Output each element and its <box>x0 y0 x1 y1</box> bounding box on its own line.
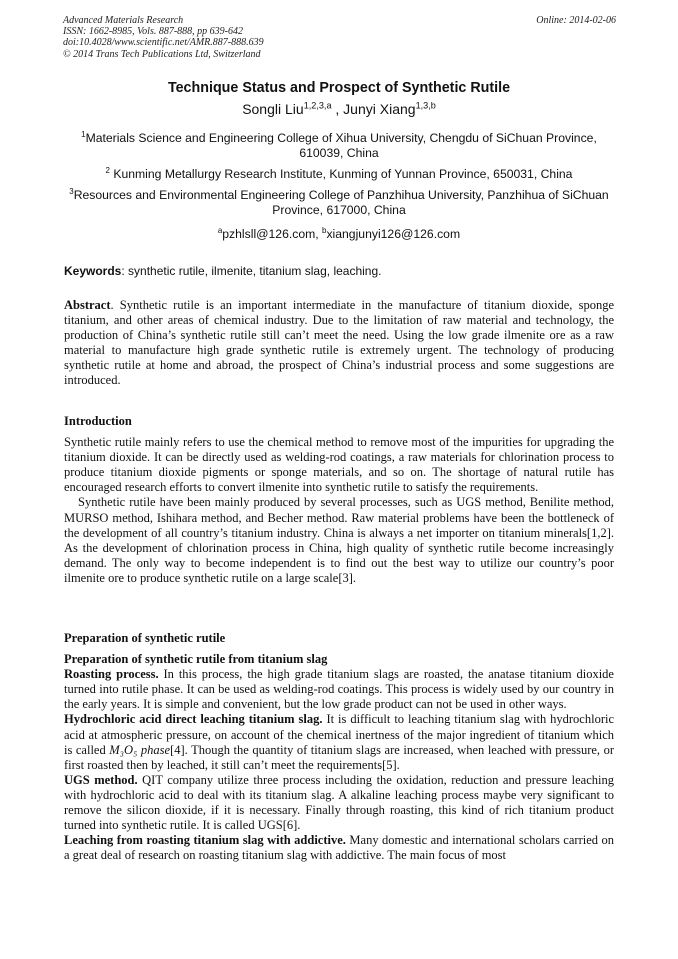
subsection-heading: Preparation of synthetic rutile from titanium slag <box>64 652 328 667</box>
section-heading: Preparation of synthetic rutile <box>64 631 226 645</box>
author-affiliation-mark: 1,2,3,a <box>303 100 332 111</box>
email-mark: b <box>322 225 327 235</box>
paragraph-text: QIT company utilize three process including the oxidation, reduction and pressure leaching with hydrochloric acid to deal with its titanium slag. A alkaline leaching process maybe very significant to remove the silicon dioxide, if it is necessary. Finally through roasting, this kind of rich titanium product turned into synthetic rutile. It is called UGS[6]. <box>64 772 614 833</box>
journal-header <box>63 15 264 60</box>
paragraph-text: [4]. Though the quantity of titanium slags are increased, when leached with pressure, or first roasted then by leached, it still can’t meet the requirements[5]. <box>64 742 615 772</box>
affiliation-3 <box>64 188 614 218</box>
run-in-heading: Roasting process. <box>64 667 159 682</box>
email-line <box>64 227 614 242</box>
keywords-text: : synthetic rutile, ilmenite, titanium slag, leaching. <box>121 264 382 278</box>
section-heading: Introduction <box>64 414 132 428</box>
paragraph-text: In this process, the high grade titanium slags are roasted, the anatase titanium dioxide turned into rutile phase. It can be used as welding-rod coatings. This process is widely used by our country in the early years. It is simple and convenient, but the low grade product can not be used in other ways. <box>64 667 614 712</box>
author-name: Songli Liu <box>242 101 304 117</box>
preparation-section <box>64 631 614 863</box>
paragraph <box>64 773 614 833</box>
author-line <box>0 101 678 117</box>
journal-name: Advanced Materials Research <box>63 15 184 26</box>
email-address: xiangjunyi126@126.com <box>326 227 461 241</box>
paragraph-text: Many domestic and international scholars carried on a great deal of research on roasting titanium slag with addictive. The main focus of most <box>64 833 614 863</box>
affiliation-2 <box>64 167 614 182</box>
affiliation-text: Resources and Environmental Engineering College of Panzhihua University, Panzhihua of SiChuan Province, 617000, China <box>73 188 609 217</box>
affiliation-mark: 1 <box>81 129 86 139</box>
paragraph: Synthetic rutile have been mainly produced by several processes, such as UGS method, Benilite method, MURSO method, Ishihara method, and Becher method. Raw material problems have been the bottleneck of the development of all country’s titanium industry. China is always a net importer on titanium minerals[1,2]. As the development of chlorination process in China, high quality of synthetic rutile become increasingly demand. The only way to become independent is to find out the best way to utilize our country’s poor ilmenite ore to produce synthetic rutile on a large scale[3]. <box>64 495 614 585</box>
paragraph <box>64 667 614 712</box>
affiliation-text: Materials Science and Engineering College of Xihua University, Chengdu of SiChuan Province, 610039, China <box>85 131 597 160</box>
affiliation-text: Kunming Metallurgy Research Institute, Kunming of Yunnan Province, 650031, China <box>109 167 573 181</box>
paragraph-text: It is difficult to leaching titanium slag with hydrochloric acid at atmospheric pressure, on account of the chemical inertness of the major ingredient of titanium which is called <box>64 712 615 757</box>
run-in-heading: Leaching from roasting titanium slag with addictive. <box>64 833 346 848</box>
issn-line: ISSN: 1662-8985, Vols. 887-888, pp 639-642 <box>63 26 243 38</box>
introduction-section <box>64 414 614 586</box>
author-affiliation-mark: 1,3,b <box>415 100 436 111</box>
abstract-label: Abstract <box>64 298 111 312</box>
author-name: Junyi Xiang <box>343 101 416 117</box>
paragraph <box>64 833 614 863</box>
email-mark: a <box>217 225 223 235</box>
doi-line: doi:10.4028/www.scientific.net/AMR.887-888.639 <box>63 37 264 49</box>
keywords <box>64 264 616 278</box>
affiliation-1 <box>64 131 614 161</box>
online-date: Online: 2014-02-06 <box>536 15 616 26</box>
email-address: pzhlsll@126.com, <box>222 227 323 241</box>
paper-title: Technique Status and Prospect of Synthetic Rutile <box>167 80 511 96</box>
run-in-heading: Hydrochloric acid direct leaching titanium slag. <box>64 712 323 727</box>
copyright-line: © 2014 Trans Tech Publications Ltd, Switzerland <box>63 48 261 60</box>
paragraph: Synthetic rutile mainly refers to use the chemical method to remove most of the impurities for upgrading the titanium dioxide. It can be directly used as welding-rod coatings, a raw materials for chlorination process to produce titanium dioxide pigments or sponge materials, and so on. The shortage of natural rutile has encouraged research efforts to convert ilmenite into synthetic rutile to satisfy the requirements. <box>64 435 614 495</box>
run-in-heading: UGS method. <box>64 772 138 787</box>
abstract <box>64 298 614 389</box>
paragraph <box>64 712 614 772</box>
affiliation-mark: 3 <box>69 186 74 196</box>
affiliation-mark: 2 <box>105 165 110 175</box>
abstract-text: . Synthetic rutile is an important intermediate in the manufacture of titanium dioxide, sponge titanium, and other areas of chemical industry. Due to the limitation of raw material and technology, the production of China’s synthetic rutile still can’t meet the need. Using the low grade ilmenite ore as a raw material to manufacture high grade synthetic rutile is extremely urgent. The technology of producing synthetic rutile at home and abroad, the prospect of China’s industrial process and some suggestions are introduced. <box>64 298 614 388</box>
keywords-label: Keywords <box>64 264 122 278</box>
author-separator: , <box>331 101 344 117</box>
phase-name: M₃O₅ phase <box>109 742 171 757</box>
